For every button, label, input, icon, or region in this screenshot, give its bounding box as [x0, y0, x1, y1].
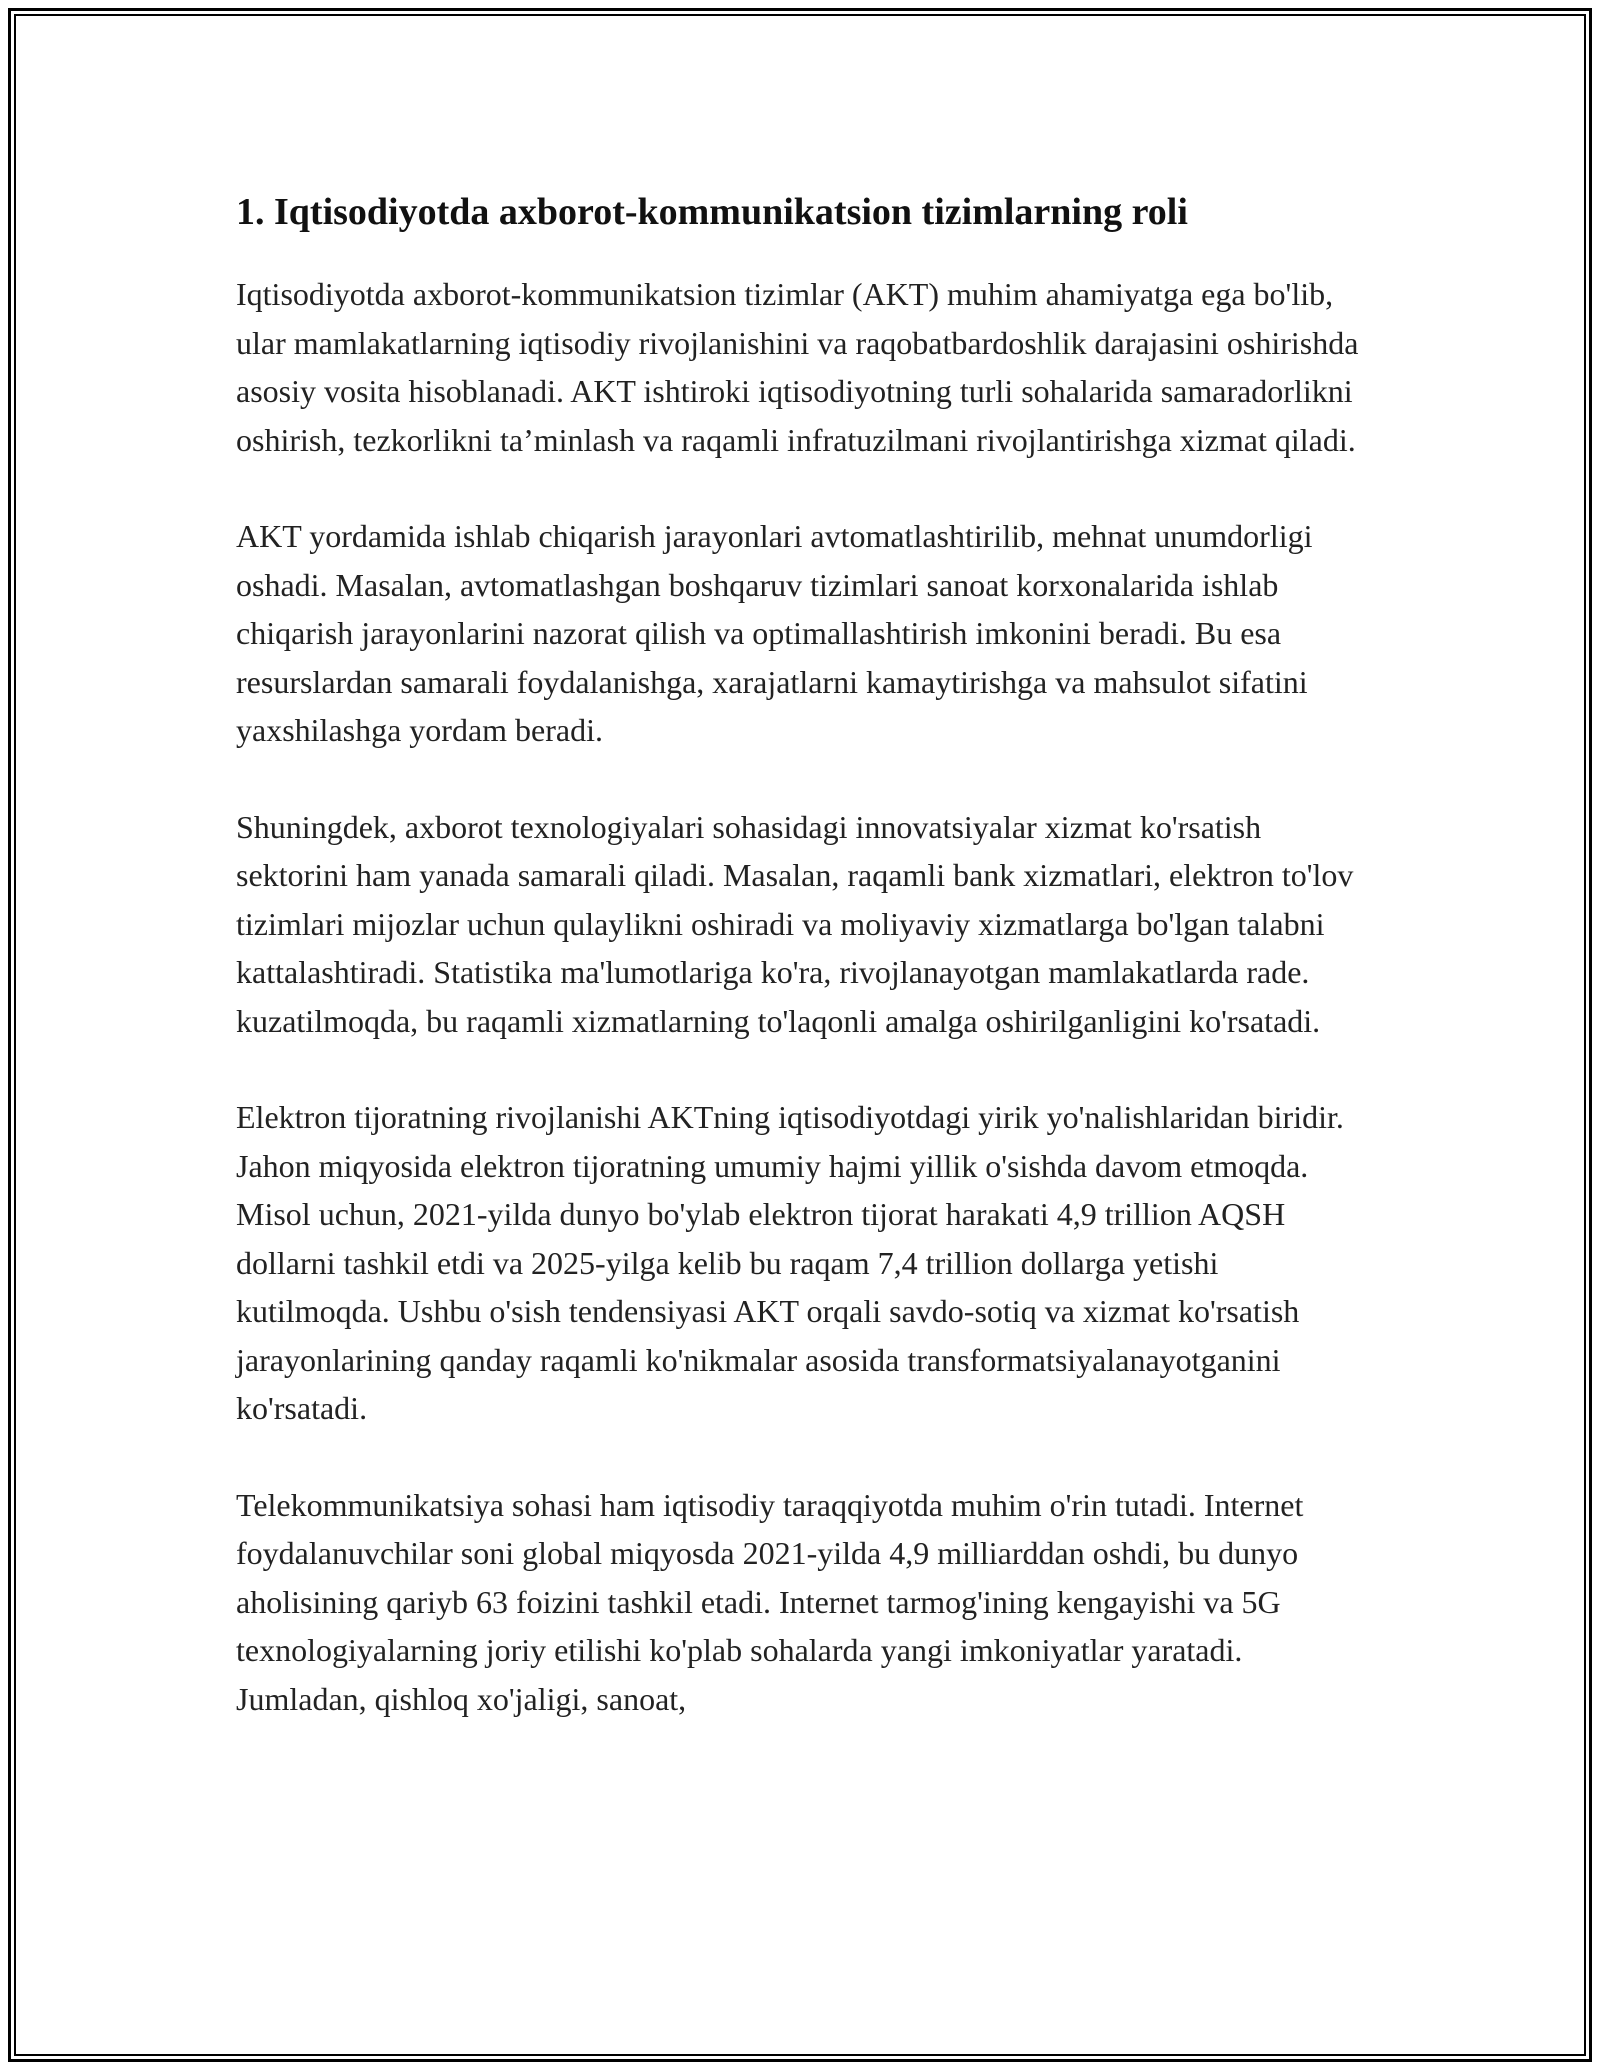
paragraph-4: Elektron tijoratning rivojlanishi AKTning iqtisodiyotdagi yirik yo'nalishlaridan biridir. Jahon miqyosida elektron tijoratning umumiy hajmi yillik o'sishda davom etmoqda. Misol uchun, 2021-yilda dunyo bo'ylab elektron tijorat harakati 4,9 trillion AQSH dollarni tashkil etdi va 2025-yilga kelib bu raqam 7,4 trillion dollarga yetishi kutilmoqda. Ushbu o'sish tendensiyasi AKT orqali savdo-sotiq va xizmat ko'rsatish jarayonlarining qanday raqamli ko'nikmalar asosida transformatsiyalanayotganini ko'rsatadi. [236, 1099, 1344, 1426]
paragraph-5: Telekommunikatsiya sohasi ham iqtisodiy taraqqiyotda muhim o'rin tutadi. Internet foydalanuvchilar soni global miqyosda 2021-yilda 4,9 milliarddan oshdi, bu dunyo aholisining qariyb 63 foizini tashkil etadi. Internet tarmog'ining kengayishi va 5G texnologiyalarning joriy etilishi ko'plab sohalarda yangi imkoniyatlar yaratadi. Jumladan, qishloq xo'jaligi, sanoat, [236, 1486, 1304, 1717]
document-content [236, 186, 1368, 1771]
paragraph-2: AKT yordamida ishlab chiqarish jarayonlari avtomatlashtirilib, mehnat unumdorligi oshadi. Masalan, avtomatlashgan boshqaruv tizimlari sanoat korxonalarida ishlab chiqarish jarayonlarini nazorat qilish va optimallashtirish imkonini beradi. Bu esa resurslardan samarali foydalanishga, xarajatlarni kamaytirishga va mahsulot sifatini yaxshilashga yordam beradi. [236, 518, 1313, 748]
paragraph-3: Shuningdek, axborot texnologiyalari sohasidagi innovatsiyalar xizmat ko'rsatish sektorini ham yanada samarali qiladi. Masalan, raqamli bank xizmatlari, elektron to'lov tizimlari mijozlar uchun qulaylikni oshiradi va moliyaviy xizmatlarga bo'lgan talabni kattalashtiradi. Statistika ma'lumotlariga ko'ra, rivojlanayotgan mamlakatlarda rade. kuzatilmoqda, bu raqamli xizmatlarning to'laqonli amalga oshirilganligini ko'rsatadi. [236, 808, 1354, 1039]
paragraph-1: Iqtisodiyotda axborot-kommunikatsion tizimlar (AKT) muhim ahamiyatga ega bo'lib, ular mamlakatlarning iqtisodiy rivojlanishini va raqobatbardoshlik darajasini oshirishda asosiy vosita hisoblanadi. AKT ishtiroki iqtisodiyotning turli sohalarida samaradorlikni oshirish, tezkorlikni ta’minlash va raqamli infratuzilmani rivojlantirishga xizmat qiladi. [236, 276, 1359, 458]
section-heading: 1. Iqtisodiyotda axborot-kommunikatsion tizimlarning roli [236, 191, 1188, 233]
